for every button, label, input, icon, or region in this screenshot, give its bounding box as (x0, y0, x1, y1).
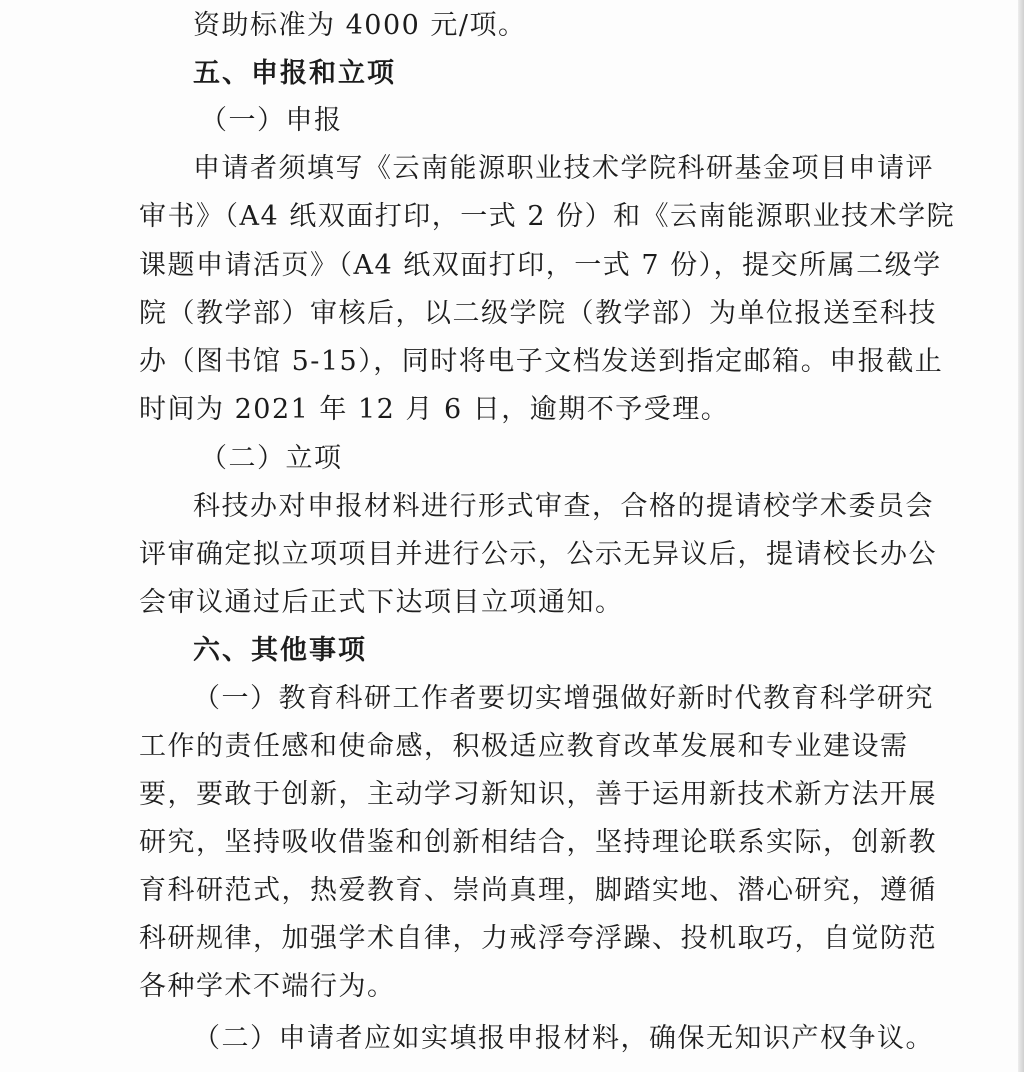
paragraph-line: 时间为 2021 年 12 月 6 日，逾期不予受理。 (139, 394, 730, 425)
paragraph-line: （一）教育科研工作者要切实增强做好新时代教育科学研究 (193, 683, 934, 714)
paragraph-line: 科技办对申报材料进行形式审查，合格的提请校学术委员会 (193, 491, 934, 522)
paragraph-line: （二）申请者应如实填报申报材料，确保无知识产权争议。 (193, 1023, 934, 1054)
paragraph-line: 申请者须填写《云南能源职业技术学院科研基金项目申请评 (193, 153, 934, 184)
paragraph-line: 研究，坚持吸收借鉴和创新相结合，坚持理论联系实际，创新教 (139, 827, 937, 858)
paragraph-line: 会审议通过后正式下达项目立项通知。 (139, 587, 624, 618)
subsection-heading-approval: （二）立项 (200, 443, 343, 474)
paragraph-line: 育科研范式，热爱教育、崇尚真理，脚踏实地、潜心研究，遵循 (139, 875, 937, 906)
section-heading-5: 五、申报和立项 (193, 58, 396, 89)
paragraph-line: 课题申请活页》（A4 纸双面打印，一式 7 份），提交所属二级学 (139, 250, 942, 281)
paragraph-line: 科研规律，加强学术自律，力戒浮夸浮躁、投机取巧，自觉防范 (139, 923, 937, 954)
page-edge (1018, 0, 1024, 1072)
paragraph-line: 院（教学部）审核后，以二级学院（教学部）为单位报送至科技 (139, 298, 937, 329)
paragraph-line: 审书》（A4 纸双面打印，一式 2 份）和《云南能源职业技术学院 (139, 201, 956, 232)
paragraph-line: 要，要敢于创新，主动学习新知识，善于运用新技术新方法开展 (139, 779, 937, 810)
funding-standard-line: 资助标准为 4000 元/项。 (193, 10, 527, 41)
paragraph-line: 办（图书馆 5-15），同时将电子文档发送到指定邮箱。申报截止 (139, 346, 944, 377)
paragraph-line: 评审确定拟立项项目并进行公示，公示无异议后，提请校长办公 (139, 539, 937, 570)
paragraph-line: 工作的责任感和使命感，积极适应教育改革发展和专业建设需 (139, 731, 909, 762)
subsection-heading-apply: （一）申报 (200, 105, 343, 136)
section-heading-6: 六、其他事项 (193, 635, 367, 666)
paragraph-line: 各种学术不端行为。 (139, 971, 396, 1002)
